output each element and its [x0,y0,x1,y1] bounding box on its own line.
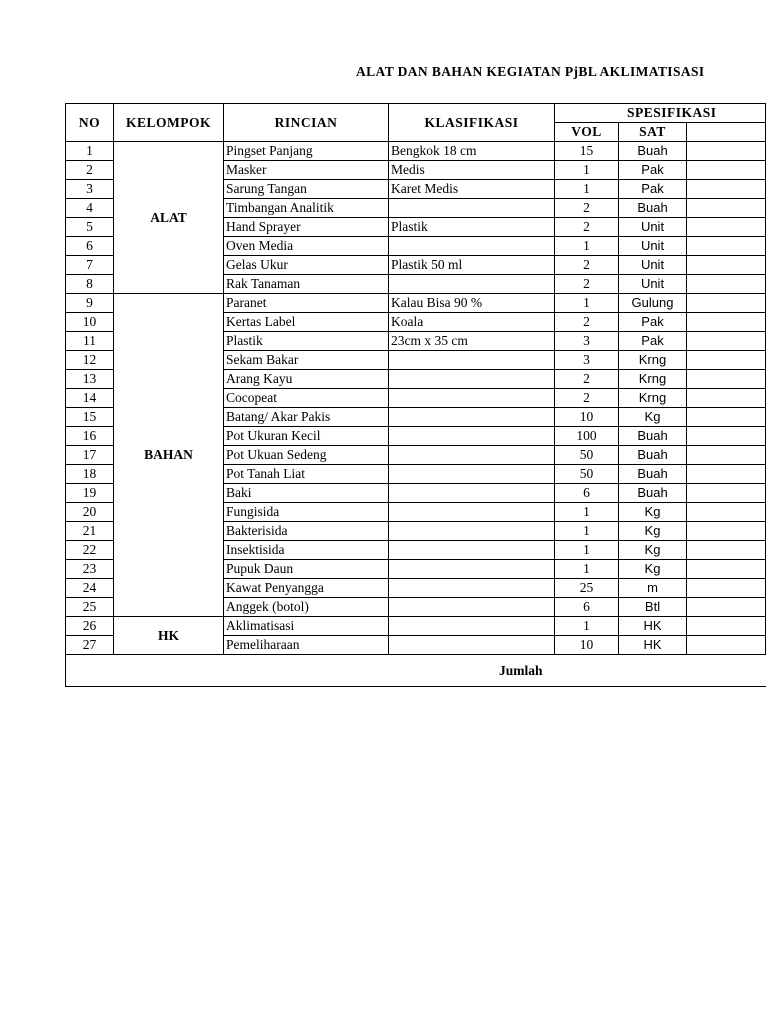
header-extra [687,123,766,142]
cell-vol: 1 [555,294,619,313]
cell-vol: 6 [555,598,619,617]
group-hk: HK [114,617,224,655]
cell-klasifikasi [389,446,555,465]
cell-rincian: Kawat Penyangga [224,579,389,598]
cell-klasifikasi [389,351,555,370]
cell-rincian: Batang/ Akar Pakis [224,408,389,427]
cell-rincian: Pupuk Daun [224,560,389,579]
cell-rincian: Pingset Panjang [224,142,389,161]
cell-sat: Buah [619,484,687,503]
cell-klasifikasi [389,237,555,256]
cell-rincian: Anggek (botol) [224,598,389,617]
header-no: NO [66,104,114,142]
items-table [65,103,766,687]
cell-klasifikasi [389,484,555,503]
cell-sat: Pak [619,313,687,332]
cell-sat: Kg [619,408,687,427]
cell-no: 15 [66,408,114,427]
cell-sat: HK [619,617,687,636]
cell-sat: Pak [619,161,687,180]
table-row [66,617,766,636]
cell-rincian: Sarung Tangan [224,180,389,199]
cell-klasifikasi: Bengkok 18 cm [389,142,555,161]
cell-no: 10 [66,313,114,332]
cell-vol: 1 [555,161,619,180]
cell-vol: 2 [555,256,619,275]
cell-no: 17 [66,446,114,465]
cell-rincian: Plastik [224,332,389,351]
cell-sat: HK [619,636,687,655]
cell-extra [687,351,766,370]
total-label: Jumlah [66,655,766,687]
cell-vol: 10 [555,636,619,655]
cell-klasifikasi [389,598,555,617]
cell-rincian: Pot Ukuran Kecil [224,427,389,446]
cell-extra [687,522,766,541]
cell-klasifikasi [389,560,555,579]
header-spesifikasi: SPESIFIKASI [555,104,766,123]
cell-no: 5 [66,218,114,237]
cell-no: 13 [66,370,114,389]
cell-extra [687,199,766,218]
cell-no: 12 [66,351,114,370]
cell-sat: Krng [619,370,687,389]
cell-klasifikasi [389,636,555,655]
cell-sat: Buah [619,142,687,161]
cell-extra [687,237,766,256]
cell-klasifikasi: Kalau Bisa 90 % [389,294,555,313]
cell-vol: 3 [555,351,619,370]
header-sat: SAT [619,123,687,142]
cell-extra [687,294,766,313]
cell-sat: Kg [619,541,687,560]
cell-sat: Unit [619,237,687,256]
cell-no: 23 [66,560,114,579]
cell-sat: m [619,579,687,598]
cell-extra [687,465,766,484]
cell-no: 20 [66,503,114,522]
cell-no: 24 [66,579,114,598]
cell-rincian: Paranet [224,294,389,313]
cell-vol: 1 [555,237,619,256]
cell-extra [687,636,766,655]
table-row [66,294,766,313]
cell-rincian: Bakterisida [224,522,389,541]
header-rincian: RINCIAN [224,104,389,142]
cell-vol: 50 [555,465,619,484]
header-vol: VOL [555,123,619,142]
cell-no: 16 [66,427,114,446]
cell-extra [687,617,766,636]
cell-vol: 15 [555,142,619,161]
cell-sat: Buah [619,199,687,218]
cell-sat: Kg [619,522,687,541]
cell-rincian: Pot Ukuan Sedeng [224,446,389,465]
cell-extra [687,370,766,389]
cell-sat: Kg [619,560,687,579]
cell-vol: 100 [555,427,619,446]
cell-sat: Pak [619,180,687,199]
cell-vol: 2 [555,199,619,218]
cell-sat: Unit [619,256,687,275]
cell-no: 18 [66,465,114,484]
header-klasifikasi: KLASIFIKASI [389,104,555,142]
cell-rincian: Sekam Bakar [224,351,389,370]
cell-extra [687,427,766,446]
cell-extra [687,275,766,294]
cell-extra [687,541,766,560]
cell-klasifikasi [389,427,555,446]
cell-sat: Unit [619,218,687,237]
cell-extra [687,142,766,161]
cell-rincian: Hand Sprayer [224,218,389,237]
cell-klasifikasi [389,389,555,408]
cell-klasifikasi [389,408,555,427]
cell-rincian: Timbangan Analitik [224,199,389,218]
cell-klasifikasi: Karet Medis [389,180,555,199]
cell-extra [687,408,766,427]
cell-rincian: Masker [224,161,389,180]
cell-rincian: Fungisida [224,503,389,522]
cell-no: 7 [66,256,114,275]
cell-extra [687,180,766,199]
cell-vol: 2 [555,218,619,237]
cell-vol: 25 [555,579,619,598]
cell-klasifikasi: Koala [389,313,555,332]
cell-rincian: Rak Tanaman [224,275,389,294]
cell-klasifikasi [389,541,555,560]
group-bahan: BAHAN [114,294,224,617]
cell-extra [687,579,766,598]
cell-klasifikasi: Plastik [389,218,555,237]
cell-vol: 10 [555,408,619,427]
cell-rincian: Cocopeat [224,389,389,408]
cell-sat: Kg [619,503,687,522]
cell-no: 21 [66,522,114,541]
header-kelompok: KELOMPOK [114,104,224,142]
cell-vol: 1 [555,522,619,541]
group-alat: ALAT [114,142,224,294]
cell-vol: 6 [555,484,619,503]
cell-rincian: Oven Media [224,237,389,256]
cell-extra [687,332,766,351]
cell-sat: Krng [619,389,687,408]
cell-klasifikasi [389,275,555,294]
table-row [66,142,766,161]
table-body [66,142,766,655]
cell-sat: Pak [619,332,687,351]
cell-no: 6 [66,237,114,256]
cell-vol: 1 [555,560,619,579]
cell-extra [687,389,766,408]
cell-rincian: Pemeliharaan [224,636,389,655]
cell-no: 2 [66,161,114,180]
cell-no: 19 [66,484,114,503]
cell-extra [687,484,766,503]
cell-sat: Btl [619,598,687,617]
cell-no: 9 [66,294,114,313]
cell-rincian: Aklimatisasi [224,617,389,636]
cell-vol: 1 [555,541,619,560]
cell-klasifikasi [389,522,555,541]
cell-klasifikasi: Plastik 50 ml [389,256,555,275]
cell-extra [687,598,766,617]
cell-no: 3 [66,180,114,199]
cell-rincian: Pot Tanah Liat [224,465,389,484]
document-title: ALAT DAN BAHAN KEGIATAN PjBL AKLIMATISASI [356,64,705,79]
cell-vol: 2 [555,313,619,332]
cell-klasifikasi: 23cm x 35 cm [389,332,555,351]
cell-klasifikasi [389,199,555,218]
cell-extra [687,161,766,180]
cell-extra [687,218,766,237]
cell-sat: Krng [619,351,687,370]
cell-no: 8 [66,275,114,294]
cell-sat: Buah [619,446,687,465]
cell-vol: 2 [555,370,619,389]
cell-no: 11 [66,332,114,351]
cell-no: 25 [66,598,114,617]
cell-klasifikasi [389,617,555,636]
cell-rincian: Arang Kayu [224,370,389,389]
cell-extra [687,313,766,332]
cell-no: 26 [66,617,114,636]
cell-extra [687,256,766,275]
cell-rincian: Kertas Label [224,313,389,332]
cell-no: 4 [66,199,114,218]
cell-vol: 2 [555,275,619,294]
cell-klasifikasi [389,465,555,484]
cell-rincian: Baki [224,484,389,503]
cell-vol: 1 [555,503,619,522]
cell-vol: 2 [555,389,619,408]
cell-vol: 1 [555,617,619,636]
cell-rincian: Insektisida [224,541,389,560]
cell-no: 1 [66,142,114,161]
cell-no: 27 [66,636,114,655]
cell-no: 14 [66,389,114,408]
cell-sat: Unit [619,275,687,294]
cell-klasifikasi: Medis [389,161,555,180]
cell-vol: 1 [555,180,619,199]
cell-no: 22 [66,541,114,560]
cell-extra [687,446,766,465]
cell-sat: Gulung [619,294,687,313]
cell-klasifikasi [389,370,555,389]
cell-klasifikasi [389,579,555,598]
cell-sat: Buah [619,427,687,446]
cell-extra [687,503,766,522]
cell-sat: Buah [619,465,687,484]
cell-extra [687,560,766,579]
cell-vol: 3 [555,332,619,351]
cell-klasifikasi [389,503,555,522]
cell-vol: 50 [555,446,619,465]
cell-rincian: Gelas Ukur [224,256,389,275]
